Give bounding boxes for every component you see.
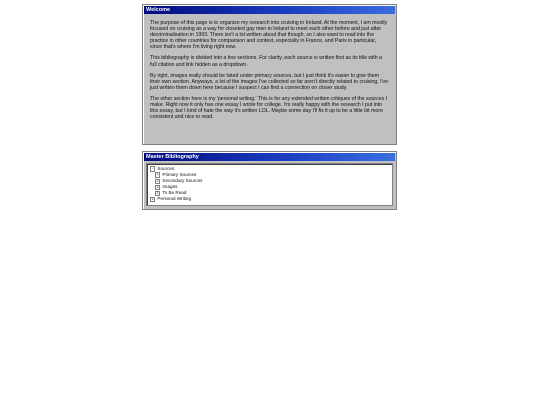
welcome-paragraph-purpose: The purpose of this page is to organize my research into cruising in Ireland. At the moment, I am mostly focused on cruising as a way for closeted gay men in Ireland to meet each other before and just after decriminalisation in 1993. There isn't a lot written about that though, so I also want to read into the practice in other countries for comparison and context, especially in France, and Paris in particular, since that's where I'm living right now. xyxy=(150,20,388,51)
expand-icon[interactable]: + xyxy=(156,172,159,177)
tree-item-label[interactable]: Secondary Sources xyxy=(162,178,203,184)
welcome-paragraph-images: By right, images really should be listed under primary sources, but I just think it's easier to give them their own section. Anyways, a lot of the images I've collected so far aren't directly related to cruising, I've just written them down here because I suspect I can find a connection on closer study. xyxy=(150,72,389,91)
bibliography-title-bar[interactable] xyxy=(144,153,395,161)
welcome-title: Welcome xyxy=(146,7,171,13)
bibliography-title: Master Bibliography xyxy=(146,154,199,160)
expand-icon[interactable]: + xyxy=(156,178,159,183)
welcome-paragraph-sections: This bibliography is divided into a few sections. For clarity, each source is written first as its title with a full citation and link hidden as a dropdown. xyxy=(150,55,382,68)
expand-icon[interactable]: + xyxy=(156,190,159,195)
welcome-body xyxy=(146,16,393,129)
bibliography-window xyxy=(142,151,397,210)
bibliography-tree xyxy=(146,163,393,206)
collapse-icon[interactable]: - xyxy=(151,166,154,171)
welcome-title-bar[interactable] xyxy=(144,6,395,14)
expand-icon[interactable]: + xyxy=(156,184,159,189)
expand-icon[interactable]: + xyxy=(151,196,154,201)
welcome-paragraph-personal-writing: The other section here is my 'personal writing.' This is for any extended written critiques of the sources I make. Right now it only has one essay I wrote for college. I'm really happy with the research I put into this essay, but I kind of hate the way it's written LOL. Maybe some day I'll fix it up to be a little bit more consistent and nice to read. xyxy=(150,95,388,121)
welcome-window xyxy=(142,4,397,145)
tree-item-label[interactable]: Personal Writing xyxy=(157,196,192,202)
tree-item-label[interactable]: To Be Read xyxy=(162,190,187,196)
tree-item-personal-writing[interactable] xyxy=(150,196,389,202)
tree-item-label[interactable]: Images xyxy=(162,184,178,190)
tree-item-label[interactable]: Sources xyxy=(157,166,175,171)
tree-item-label[interactable]: Primary Sources xyxy=(162,172,197,178)
